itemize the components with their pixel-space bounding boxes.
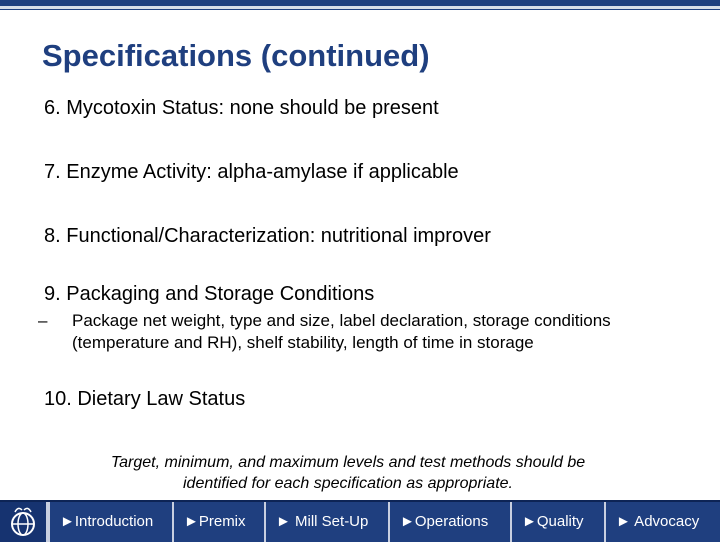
nav-advocacy[interactable]: ► Advocacy bbox=[604, 502, 720, 542]
item-dietary: 10. Dietary Law Status bbox=[44, 388, 246, 410]
packaging-subitem bbox=[38, 310, 718, 354]
nav-premix[interactable]: ►Premix bbox=[172, 502, 264, 542]
nav-mill-setup[interactable]: ► Mill Set-Up bbox=[264, 502, 388, 542]
subitem-line-1: Package net weight, type and size, label declaration, storage conditions bbox=[72, 311, 611, 330]
subitem-line-2: (temperature and RH), shelf stability, length of time in storage bbox=[72, 333, 534, 352]
globe-wheat-logo-icon bbox=[0, 502, 48, 542]
item-enzyme: 7. Enzyme Activity: alpha-amylase if applicable bbox=[44, 161, 459, 183]
nav-quality[interactable]: ►Quality bbox=[510, 502, 604, 542]
page-title: Specifications (continued) bbox=[42, 38, 430, 73]
top-bar-stripe bbox=[0, 6, 720, 9]
subitem-dash: – bbox=[38, 311, 48, 330]
bottom-nav-bar bbox=[0, 500, 720, 542]
footnote-line-2: identified for each specification as appropriate. bbox=[183, 475, 513, 492]
top-bar bbox=[0, 0, 720, 10]
nav-operations[interactable]: ►Operations bbox=[388, 502, 510, 542]
item-mycotoxin: 6. Mycotoxin Status: none should be present bbox=[44, 97, 439, 119]
footnote bbox=[0, 452, 696, 494]
nav-introduction[interactable]: ►Introduction bbox=[48, 502, 172, 542]
footnote-line-1: Target, minimum, and maximum levels and test methods should be bbox=[110, 454, 586, 471]
item-packaging: 9. Packaging and Storage Conditions bbox=[44, 283, 375, 305]
item-functional: 8. Functional/Characterization: nutritional improver bbox=[44, 225, 491, 247]
